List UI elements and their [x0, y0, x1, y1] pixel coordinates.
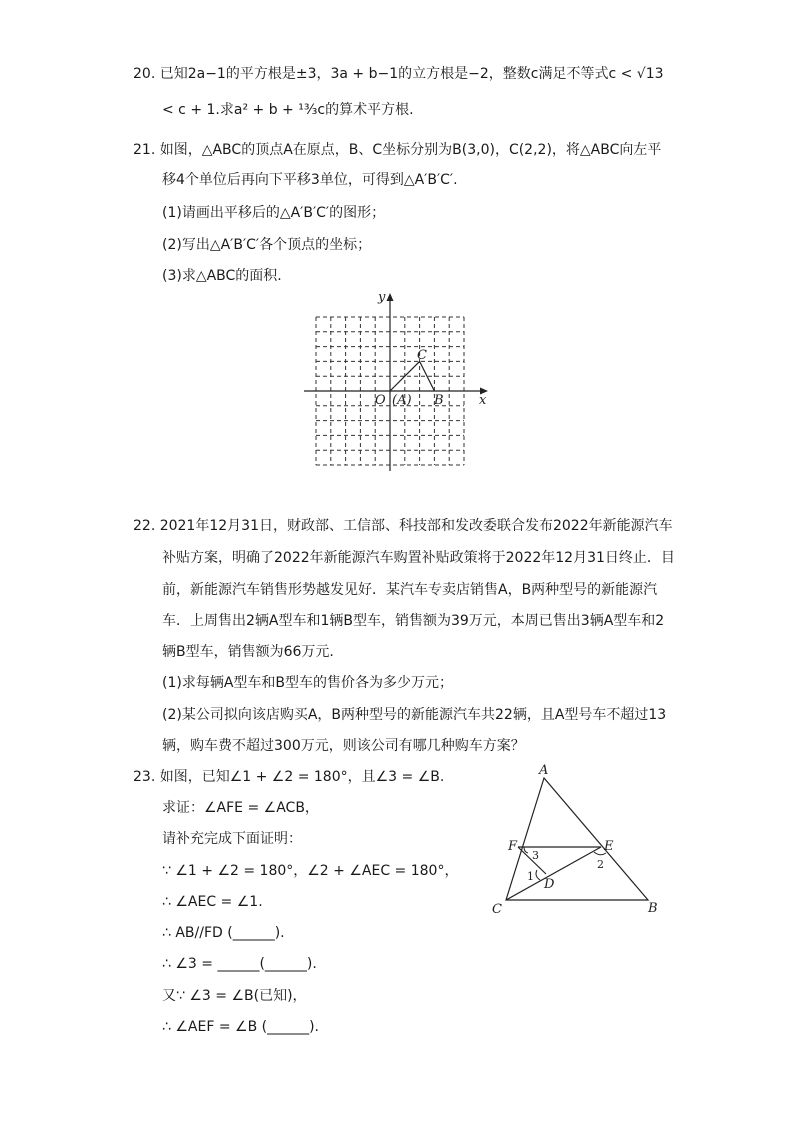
angle-2-label: 2 — [597, 858, 604, 871]
q23-line-1: 23. 如图，已知∠1 + ∠2 = 180°，且∠3 = ∠B. — [133, 769, 445, 785]
q22-line-2: 补贴方案，明确了2022年新能源汽车购置补贴政策将于2022年12月31日终止．目 — [162, 550, 675, 566]
q21-line-1: 21. 如图，△ABC的顶点A在原点，B、C坐标分别为B(3,0)，C(2,2)，将△ABC向左平 — [133, 142, 662, 158]
q20-line-2: < c + 1.求a² + b + ¹³⁄₃c的算术平方根. — [162, 102, 414, 118]
q23-line-5: ∴ ∠AEC = ∠1. — [162, 894, 263, 910]
point-b-label: B — [434, 393, 444, 408]
q21-sub-1: (1)请画出平移后的△A′B′C′的图形； — [162, 205, 386, 221]
point-c-label: C — [417, 348, 427, 363]
q23-line-9: ∴ ∠AEF = ∠B (______). — [162, 1019, 319, 1035]
q21-sub-3: (3)求△ABC的面积. — [162, 268, 282, 284]
angle-1-arc — [536, 870, 540, 880]
point-d-label: D — [544, 877, 555, 892]
angle-1-label: 1 — [527, 870, 534, 883]
q22-sub-1: (1)求每辆A型车和B型车的售价各为多少万元； — [162, 675, 454, 691]
q22-sub-2a: (2)某公司拟向该店购买A，B两种型号的新能源汽车共22辆，且A型号车不超过13 — [162, 707, 667, 723]
q22-line-3: 前，新能源汽车销售形势越发见好．某汽车专卖店销售A，B两种型号的新能源汽 — [162, 582, 658, 598]
q21-coordinate-figure — [300, 285, 500, 475]
q22-line-1: 22. 2021年12月31日，财政部、工信部、科技部和发改委联合发布2022年新能源汽车 — [133, 518, 673, 534]
q23-line-8: 又∵ ∠3 = ∠B(已知)， — [162, 988, 307, 1004]
point-e-label: E — [604, 839, 614, 854]
x-axis-label: x — [479, 393, 487, 408]
q23-line-3: 请补充完成下面证明： — [162, 831, 302, 847]
q22-line-4: 车．上周售出2辆A型车和1辆B型车，销售额为39万元，本周已售出3辆A型车和2 — [162, 613, 665, 629]
q22-sub-2b: 辆，购车费不超过300万元，则该公司有哪几种购车方案？ — [162, 738, 525, 754]
q23-line-6: ∴ AB//FD (______). — [162, 925, 285, 941]
y-axis-arrow-icon — [387, 293, 394, 301]
angle-3-label: 3 — [532, 849, 539, 862]
q23-line-7: ∴ ∠3 = ______(______). — [162, 956, 317, 972]
point-f-label: F — [508, 839, 518, 854]
q21-sub-2: (2)写出△A′B′C′各个顶点的坐标； — [162, 237, 372, 253]
q23-line-4: ∵ ∠1 + ∠2 = 180°，∠2 + ∠AEC = 180°， — [162, 863, 459, 879]
point-a-label: (A) — [392, 393, 412, 408]
angle-3-arc — [524, 847, 528, 853]
vertex-b-label: B — [648, 901, 658, 916]
y-axis-label: y — [378, 290, 386, 305]
q21-line-2: 移4个单位后再向下平移3单位，可得到△A′B′C′. — [162, 172, 458, 188]
q23-triangle-figure — [488, 760, 668, 920]
q22-line-5: 辆B型车，销售额为66万元. — [162, 644, 334, 660]
vertex-a-label: A — [539, 763, 549, 778]
q23-line-2: 求证：∠AFE = ∠ACB， — [162, 800, 319, 816]
origin-label: O — [375, 393, 386, 408]
vertex-c-label: C — [492, 902, 502, 917]
q20-line-1: 20. 已知2a−1的平方根是±3，3a + b−1的立方根是−2，整数c满足不等式c < √13 — [133, 66, 664, 82]
